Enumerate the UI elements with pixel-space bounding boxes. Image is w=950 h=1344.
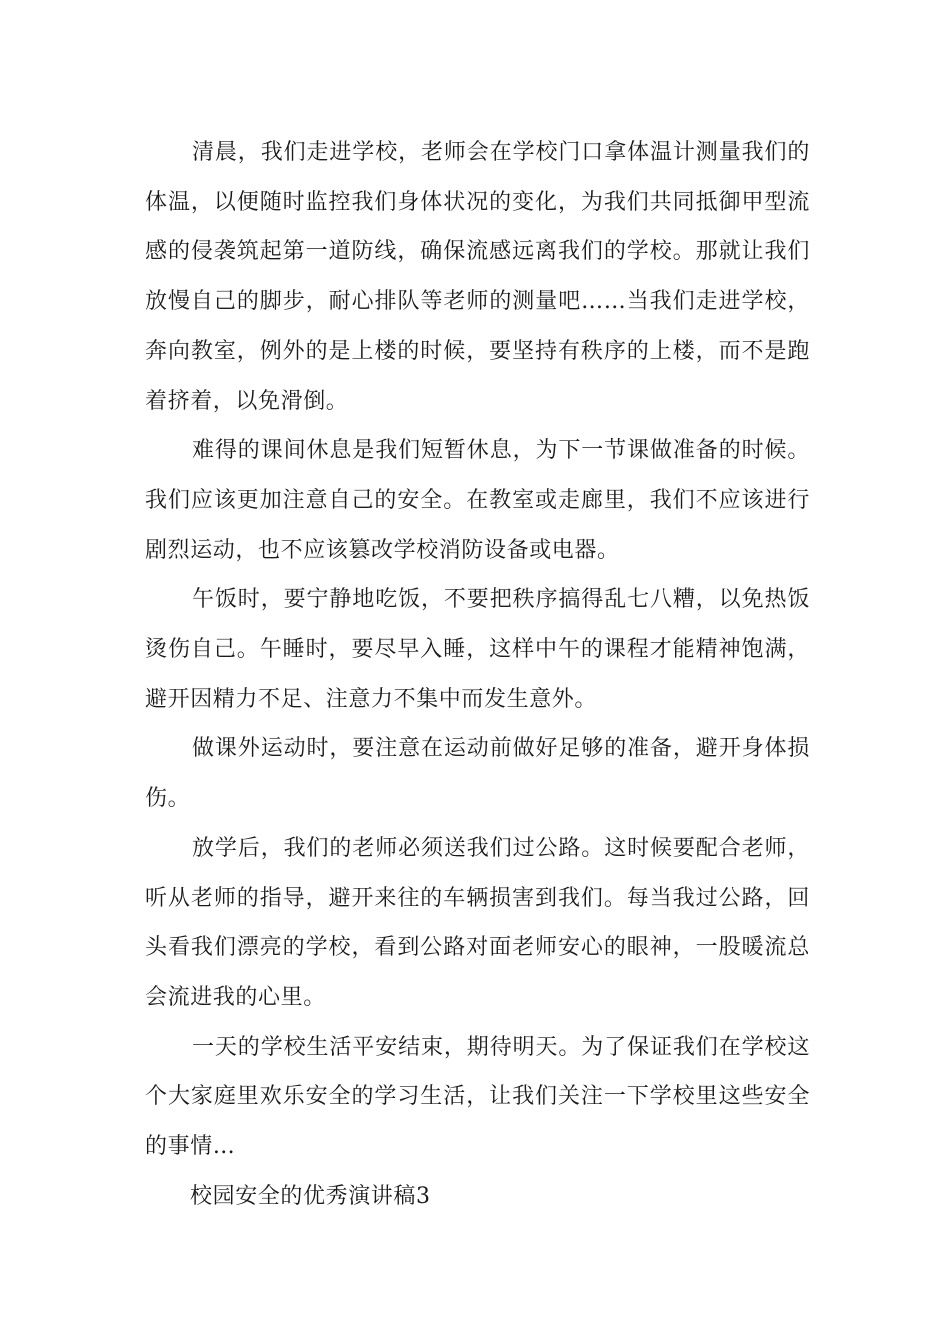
paragraph-after-school: 放学后，我们的老师必须送我们过公路。这时候要配合老师，听从老师的指导，避开来往的车辆损害到我们。每当我过公路，回头看我们漂亮的学校，看到公路对面老师安心的眼神，一股暖流总会流进我的心里。 (145, 835, 810, 1010)
section-title: 校园安全的优秀演讲稿3 (190, 1183, 431, 1209)
document-page (145, 128, 810, 1221)
paragraph-recess: 难得的课间休息是我们短暂休息，为下一节课做准备的时候。我们应该更加注意自己的安全。在教室或走廊里，我们不应该进行剧烈运动，也不应该篡改学校消防设备或电器。 (145, 438, 810, 563)
paragraph-morning: 清晨，我们走进学校，老师会在学校门口拿体温计测量我们的体温，以便随时监控我们身体状况的变化，为我们共同抵御甲型流感的侵袭筑起第一道防线，确保流感远离我们的学校。那就让我们放慢自己的脚步，耐心排队等老师的测量吧……当我们走进学校，奔向教室，例外的是上楼的时候，要坚持有秩序的上楼，而不是跑着挤着，以免滑倒。 (145, 140, 810, 414)
paragraph-exercise: 做课外运动时，要注意在运动前做好足够的准备，避开身体损伤。 (145, 736, 810, 812)
paragraph-lunch: 午饭时，要宁静地吃饭，不要把秩序搞得乱七八糟，以免热饭烫伤自己。午睡时，要尽早入睡，这样中午的课程才能精神饱满，避开因精力不足、注意力不集中而发生意外。 (145, 587, 810, 712)
paragraph-conclusion: 一天的学校生活平安结束，期待明天。为了保证我们在学校这个大家庭里欢乐安全的学习生活，让我们关注一下学校里这些安全的事情… (145, 1034, 810, 1160)
